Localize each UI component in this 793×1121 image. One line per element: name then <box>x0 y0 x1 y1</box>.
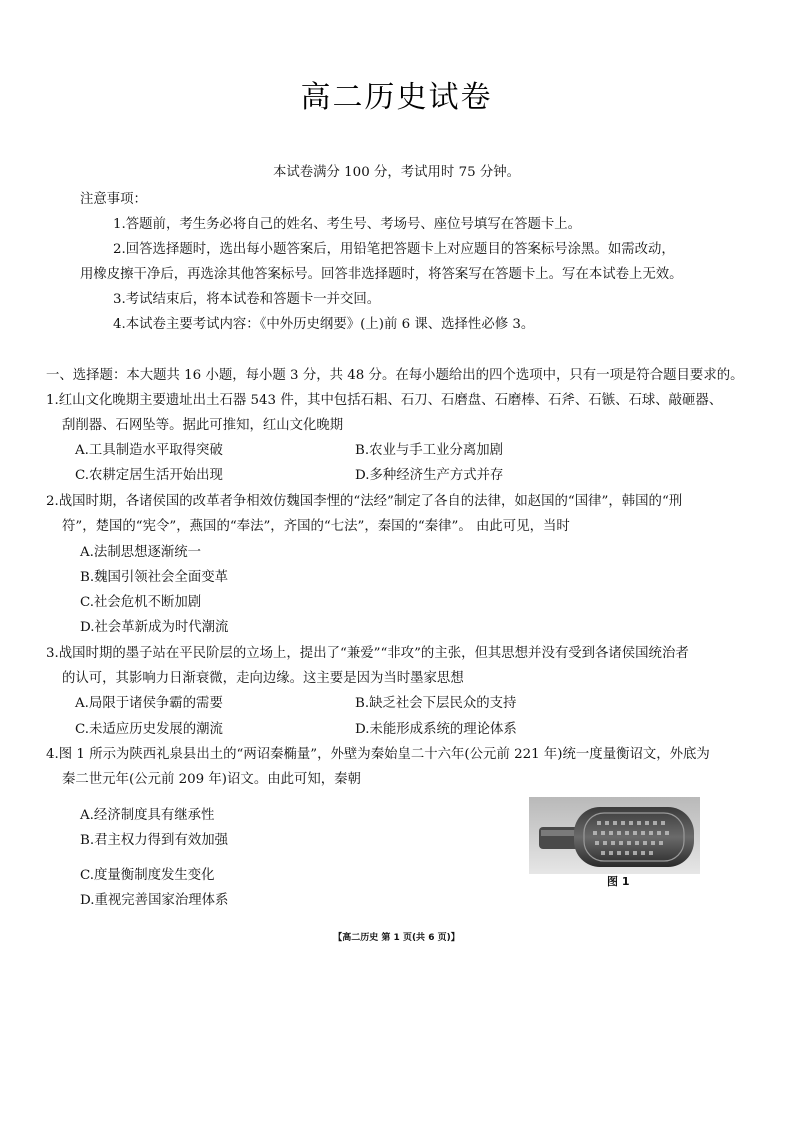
question-2-option-d: D.社会革新成为时代潮流 <box>80 620 229 635</box>
question-3-option-c: C.未适应历史发展的潮流 <box>75 722 223 737</box>
question-1-option-a: A.工具制造水平取得突破 <box>75 443 223 458</box>
question-3-option-a: A.局限于诸侯争霸的需要 <box>75 696 223 711</box>
question-4-stem-cont: 秦二世元年(公元前 209 年)诏文。由此可知，秦朝 <box>62 772 361 787</box>
page-footer: 【高二历史 第 1 页(共 6 页)】 <box>333 933 460 943</box>
question-2-option-a: A.法制思想逐渐统一 <box>80 545 202 560</box>
notice-item: 4.本试卷主要考试内容：《中外历史纲要》(上)前 6 课、选择性必修 3。 <box>113 317 535 332</box>
notice-item: 1.答题前，考生务必将自己的姓名、考生号、考场号、座位号填写在答题卡上。 <box>113 217 582 232</box>
question-3-option-b: B.缺乏社会下层民众的支持 <box>355 696 517 711</box>
page-title: 高二历史试卷 <box>300 80 493 115</box>
measuring-vessel-image <box>529 797 700 874</box>
question-4-stem: 4.图 1 所示为陕西礼泉县出土的“两诏秦椭量”，外壁为秦始皇二十六年(公元前 221 年)统一度量衡诏文，外底为 <box>46 747 710 762</box>
notice-item: 3.考试结束后，将本试卷和答题卡一并交回。 <box>113 292 381 307</box>
question-1-stem: 1.红山文化晚期主要遗址出土石器 543 件，其中包括石耜、石刀、石磨盘、石磨棒、石斧、石镞、石球、敲砸器、 <box>46 393 723 408</box>
question-3-stem-cont: 的认可，其影响力日渐衰微，走向边缘。这主要是因为当时墨家思想 <box>62 671 464 686</box>
notice-item: 2.回答选择题时，选出每小题答案后，用铅笔把答题卡上对应题目的答案标号涂黑。如需改动， <box>113 242 675 257</box>
figure-1-photo <box>529 797 700 874</box>
question-3-stem: 3.战国时期的墨子站在平民阶层的立场上，提出了“兼爱”“非攻”的主张，但其思想并没有受到各诸侯国统治者 <box>46 646 689 661</box>
question-4-option-a: A.经济制度具有继承性 <box>80 808 215 823</box>
question-2-option-c: C.社会危机不断加剧 <box>80 595 202 610</box>
question-1-option-c: C.农耕定居生活开始出现 <box>75 468 223 483</box>
question-1-stem-cont: 刮削器、石网坠等。据此可推知，红山文化晚期 <box>62 418 344 433</box>
figure-1-caption: 图 1 <box>607 875 630 888</box>
question-4-option-d: D.重视完善国家治理体系 <box>80 893 229 908</box>
question-3-option-d: D.未能形成系统的理论体系 <box>355 722 517 737</box>
question-1-option-d: D.多种经济生产方式并存 <box>355 468 504 483</box>
question-2-stem: 2.战国时期，各诸侯国的改革者争相效仿魏国李悝的“法经”制定了各自的法律，如赵国的“国律”，韩国的“刑 <box>46 494 683 509</box>
question-2-stem-cont: 符”，楚国的“宪令”，燕国的“奉法”，齐国的“七法”，秦国的“秦律”。 由此可见，当时 <box>62 519 570 534</box>
notice-item-continued: 用橡皮擦干净后，再选涂其他答案标号。回答非选择题时，将答案写在答题卡上。写在本试卷上无效。 <box>80 267 683 282</box>
section-heading: 一、选择题：本大题共 16 小题，每小题 3 分，共 48 分。在每小题给出的四个选项中，只有一项是符合题目要求的。 <box>46 368 744 383</box>
question-4-option-c: C.度量衡制度发生变化 <box>80 868 215 883</box>
question-2-option-b: B.魏国引领社会全面变革 <box>80 570 229 585</box>
question-1-option-b: B.农业与手工业分离加剧 <box>355 443 504 458</box>
question-4-option-b: B.君主权力得到有效加强 <box>80 833 229 848</box>
exam-intro: 本试卷满分 100 分，考试用时 75 分钟。 <box>272 165 521 180</box>
notice-heading: 注意事项： <box>80 192 147 207</box>
